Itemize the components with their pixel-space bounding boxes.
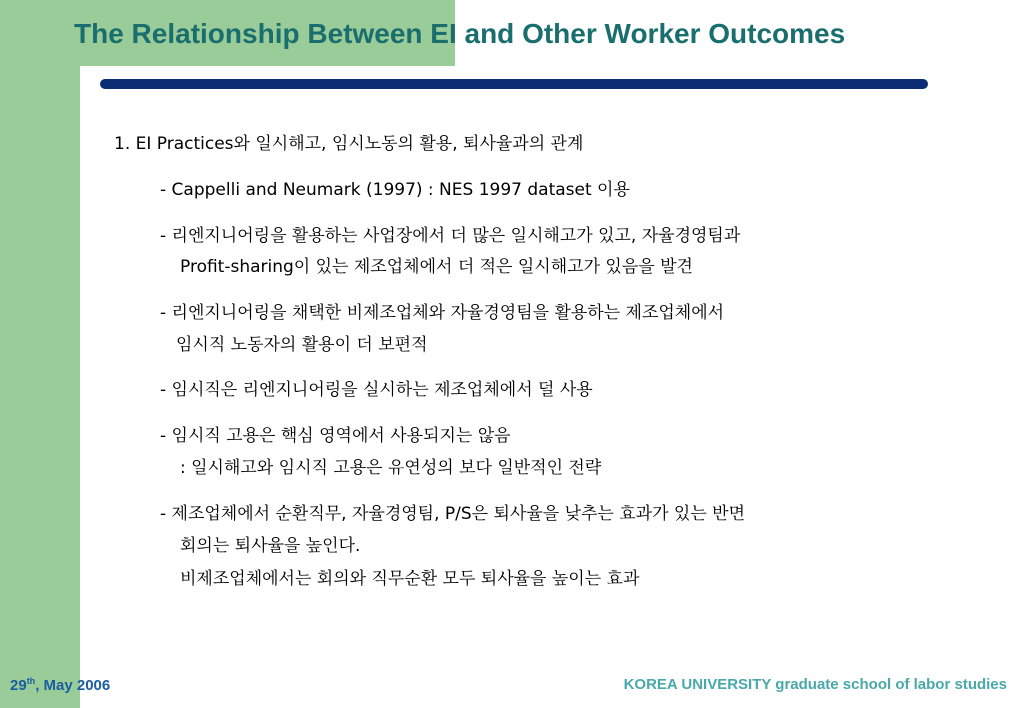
bullet-item: - Cappelli and Neumark (1997) : NES 1997 dataset 이용 bbox=[160, 180, 630, 200]
title-divider-rule bbox=[100, 79, 928, 89]
bullet-continuation: 회의는 퇴사율을 높인다. bbox=[180, 536, 361, 556]
section-heading: 1. EI Practices와 일시해고, 임시노동의 활용, 퇴사율과의 관계 bbox=[114, 134, 584, 154]
bullet-item: - 제조업체에서 순환직무, 자율경영팀, P/S은 퇴사율을 낮추는 효과가 있는 반면 bbox=[160, 504, 746, 524]
footer-date-day: 29 bbox=[10, 677, 27, 694]
bullet-continuation: 임시직 노동자의 활용이 더 보편적 bbox=[176, 335, 428, 355]
footer-org-dept: graduate school of labor studies bbox=[771, 676, 1007, 693]
bullet-item: - 리엔지니어링을 활용하는 사업장에서 더 많은 일시해고가 있고, 자율경영팀과 bbox=[160, 226, 741, 246]
bullet-continuation: 비제조업체에서는 회의와 직무순환 모두 퇴사율을 높이는 효과 bbox=[180, 569, 640, 589]
slide-title: The Relationship Between EI and Other Worker Outcomes bbox=[74, 18, 846, 49]
footer-org-name: KOREA UNIVERSITY bbox=[623, 676, 772, 693]
footer-date bbox=[10, 676, 110, 694]
footer-date-suffix: th bbox=[26, 676, 36, 686]
bullet-continuation: : 일시해고와 임시직 고용은 유연성의 보다 일반적인 전략 bbox=[180, 458, 602, 478]
sidebar-green-band bbox=[0, 0, 80, 708]
bullet-item: - 리엔지니어링을 채택한 비제조업체와 자율경영팀을 활용하는 제조업체에서 bbox=[160, 303, 725, 323]
bullet-item: - 임시직 고용은 핵심 영역에서 사용되지는 않음 bbox=[160, 426, 511, 446]
footer-date-rest: , May 2006 bbox=[35, 677, 111, 694]
bullet-item: - 임시직은 리엔지니어링을 실시하는 제조업체에서 덜 사용 bbox=[160, 380, 593, 400]
footer-organization bbox=[624, 676, 1007, 693]
bullet-continuation: Profit-sharing이 있는 제조업체에서 더 적은 일시해고가 있음을 발견 bbox=[180, 257, 693, 277]
